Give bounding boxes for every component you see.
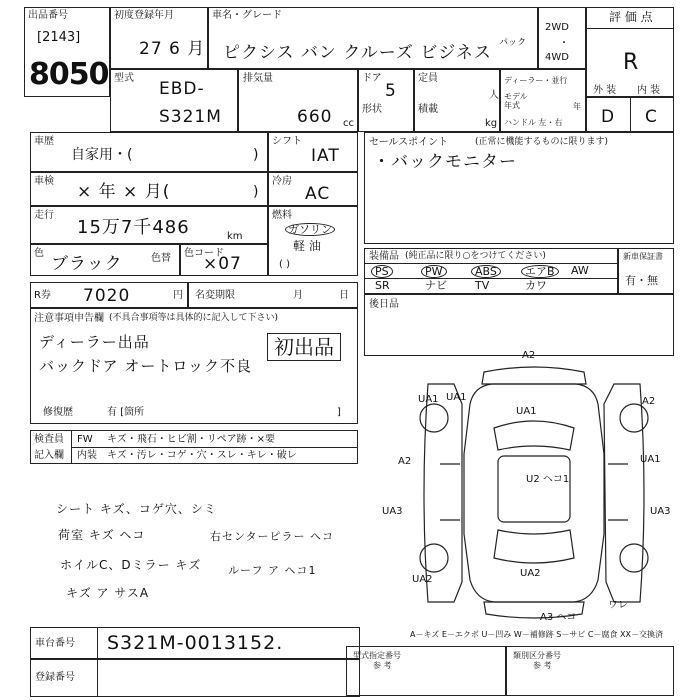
shift-value: IAT [311, 146, 340, 166]
damage-mark: UA1 [640, 454, 661, 465]
remark-right2: ルーフ ア ヘコ1 [228, 564, 317, 577]
model-year-label: モデル 年式 [504, 92, 528, 110]
inspection-box [30, 172, 268, 206]
later-docs-label: 後日品 [369, 299, 399, 310]
chassis-label: 車台番号 [35, 638, 75, 649]
wheel-rr [620, 544, 648, 572]
model-year-unit: 年 [573, 102, 581, 111]
first-reg-value: 27 6 月 [139, 39, 206, 59]
repair-label: 修復歴 [43, 407, 73, 418]
model-value-1: EBD- [159, 79, 205, 99]
damage-mark: A2 [398, 456, 412, 467]
rating-box [586, 7, 674, 97]
fuel-paren: ( ) [279, 259, 290, 270]
capacity-box [414, 69, 500, 132]
equipment-row2 [365, 279, 617, 293]
warranty-label: 新車保証書 [623, 252, 663, 261]
interior-value: C [645, 107, 658, 127]
mileage-label: 走行 [34, 210, 54, 221]
wheel-lf [420, 404, 448, 432]
equipment-item: ナビ [425, 279, 447, 292]
car-name-note: パック [499, 38, 527, 48]
first-reg-box [110, 7, 208, 69]
notes-box [30, 308, 358, 424]
car-diagram [404, 344, 664, 630]
drive-2wd: 2WD [545, 22, 569, 33]
sales-point-value: ・バックモニター [373, 152, 517, 172]
checker-row1-head: FW [77, 434, 93, 445]
fuel-diesel: 軽 油 [293, 239, 321, 253]
damage-mark: A2 [522, 350, 536, 361]
interior-label: 内 装 [637, 85, 661, 96]
type-number-box [346, 646, 506, 696]
windshield [494, 421, 574, 450]
warranty-box [618, 248, 674, 294]
recycle-value: 7020 [83, 286, 131, 306]
history-label: 車歴 [34, 136, 54, 147]
wheel-rf [620, 404, 648, 432]
car-name-box [208, 7, 538, 69]
exterior-value: D [601, 107, 616, 127]
chassis-value: S321M-0013152. [107, 632, 284, 654]
equipment-item: カワ [525, 279, 547, 292]
drive-sep: ・ [559, 38, 569, 49]
color-box [30, 244, 180, 276]
dealer-box [500, 69, 586, 132]
load-label: 積載 [418, 104, 438, 115]
class-ref: 参 考 [533, 661, 552, 670]
damage-mark: UA3 [650, 506, 671, 517]
model-box [110, 69, 238, 132]
inspection-value: × 年 × 月( [77, 182, 171, 202]
checker-row1-items: キズ・飛石・ヒビ割・リペア跡・×要 [107, 434, 275, 445]
lot-box [24, 7, 110, 97]
type-ref: 参 考 [373, 661, 392, 670]
mileage-value: 15万7千486 [77, 217, 190, 238]
capacity-unit: 人 [489, 90, 499, 101]
history-box [30, 132, 268, 172]
dealer-label: ディーラー・並行 [504, 76, 568, 85]
inspection-label: 車検 [34, 176, 54, 187]
name-change-month: 月 [293, 290, 303, 301]
front-bumper [482, 367, 586, 384]
color-code-value: ×07 [203, 254, 242, 274]
remark-line3: ホイルC、Dミラー キズ [60, 558, 202, 572]
rear-window [494, 530, 574, 563]
equipment-item: ABS [471, 265, 501, 278]
lot-number: 8050 [29, 57, 109, 92]
color-code-label: 色コード [184, 248, 224, 259]
displacement-value: 660 [297, 107, 333, 127]
notes-line1: ディーラー出品 [39, 333, 150, 351]
car-name-value: ピクシス バン クルーズ ビジネス [223, 43, 492, 63]
notes-label: 注意事項申告欄 [34, 313, 104, 324]
fuel-label: 燃料 [272, 210, 292, 221]
damage-mark: ワレ [608, 600, 628, 611]
equipment-box [364, 248, 618, 294]
damage-mark: UA1 [516, 406, 537, 417]
equipment-item: AW [571, 264, 589, 277]
damage-mark: UA1 [418, 394, 439, 405]
type-number-label: 型式指定番号 [353, 651, 401, 660]
shape-label: 形状 [362, 104, 382, 115]
equipment-note: (純正品に限り○をつけてください) [405, 251, 546, 261]
equipment-item: PW [421, 265, 447, 278]
rating-value: R [623, 50, 640, 75]
legend: A－キズ E－エクボ U－凹み W－補修跡 S－サビ C－腐食 XX－交換済 [410, 630, 664, 639]
repair-close: ] [337, 407, 341, 418]
recycle-unit: 円 [173, 290, 183, 301]
equipment-label: 装備品 [369, 251, 399, 262]
right-side [604, 384, 644, 602]
remark-right1: 右センターピラー ヘコ [210, 530, 335, 543]
registration-label: 登録番号 [35, 672, 75, 683]
first-reg-label: 初度登録年月 [114, 10, 174, 21]
name-change-label: 名変期限 [195, 290, 235, 301]
checker-row2-items: キズ・汚レ・コゲ・穴・スレ・キレ・破レ [107, 450, 297, 461]
capacity-label: 定員 [418, 73, 438, 84]
exterior-label: 外 装 [593, 85, 617, 96]
name-change-box [188, 282, 358, 308]
checker-label-2: 記入欄 [34, 450, 64, 461]
color-tone-label: 色替 [151, 253, 171, 264]
roof [498, 456, 570, 522]
equipment-item: TV [475, 279, 490, 292]
displacement-box [238, 69, 358, 132]
ac-value: AC [305, 184, 331, 204]
class-number-label: 類別区分番号 [513, 651, 561, 660]
shift-box [268, 132, 358, 172]
sales-point-box [364, 132, 674, 244]
model-value-2: S321M [159, 107, 222, 127]
history-value: 自家用・( [71, 147, 133, 163]
fuel-gasoline: ガソリン [285, 223, 335, 236]
damage-mark: A2 [642, 396, 656, 407]
equipment-item: PS [371, 265, 393, 278]
handle-label: ハンドル 左・右 [504, 118, 563, 127]
class-number-box [506, 646, 674, 696]
mileage-unit: km [227, 231, 243, 242]
chassis-box [30, 627, 360, 659]
mileage-box [30, 206, 268, 244]
damage-mark: UA3 [382, 506, 403, 517]
first-listing-stamp: 初出品 [267, 333, 341, 361]
rating-label: 評 価 点 [609, 10, 653, 24]
inspection-close: ) [253, 184, 259, 200]
equipment-item: エアB [521, 265, 559, 278]
notes-note: (不具合事項等は具体的に記入して下さい) [109, 313, 279, 323]
sales-point-label: セールスポイント [369, 137, 449, 148]
color-value: ブラック [51, 254, 123, 274]
color-label: 色 [34, 248, 44, 259]
damage-mark: UA1 [446, 392, 467, 403]
doors-value: 5 [385, 81, 397, 101]
warranty-value: 有・無 [625, 274, 658, 287]
load-unit: kg [485, 118, 498, 129]
recycle-box [30, 282, 188, 308]
displacement-unit: cc [343, 118, 354, 129]
drive-4wd: 4WD [545, 52, 569, 63]
shift-label: シフト [272, 136, 302, 147]
recycle-label: R券 [34, 290, 51, 301]
lot-no-label: 出品番号 [28, 10, 68, 21]
damage-mark: A3 ヘコ [540, 612, 577, 623]
displacement-label: 排気量 [243, 73, 273, 84]
checker-label-1: 検査員 [34, 434, 64, 445]
lot-code: [2143] [37, 30, 81, 45]
remark-line2: 荷室 キズ ヘコ [58, 528, 146, 542]
damage-mark: UA2 [412, 574, 433, 585]
name-change-day: 日 [339, 290, 349, 301]
sales-point-note: (正常に機能するものに限ります) [475, 137, 609, 147]
exterior-interior-box [586, 85, 674, 132]
notes-line2: バックドア オートロック不良 [39, 357, 253, 375]
damage-mark: U2 ヘコ1 [526, 474, 570, 485]
remark-line4: キズ ア サスA [66, 586, 150, 600]
color-code-box [180, 244, 268, 276]
wheel-lr [420, 544, 448, 572]
registration-box [30, 659, 360, 697]
ac-box [268, 172, 358, 206]
doors-box [358, 69, 414, 132]
ac-label: 冷房 [272, 176, 292, 187]
history-close: ) [253, 147, 259, 163]
drive-box [538, 7, 586, 69]
checker-row2-head: 内装 [77, 450, 97, 461]
equipment-item: SR [375, 279, 390, 292]
fuel-box [268, 206, 358, 276]
damage-mark: UA2 [520, 568, 541, 579]
equipment-row1 [365, 264, 617, 278]
doors-label: ドア [362, 73, 382, 84]
car-name-label: 車名・グレード [212, 10, 282, 21]
checker-box [30, 430, 358, 464]
model-label: 型式 [114, 73, 134, 84]
remark-line1: シート キズ、コゲ穴、シミ [56, 502, 217, 516]
repair-value: 有 [箇所 [107, 407, 145, 418]
